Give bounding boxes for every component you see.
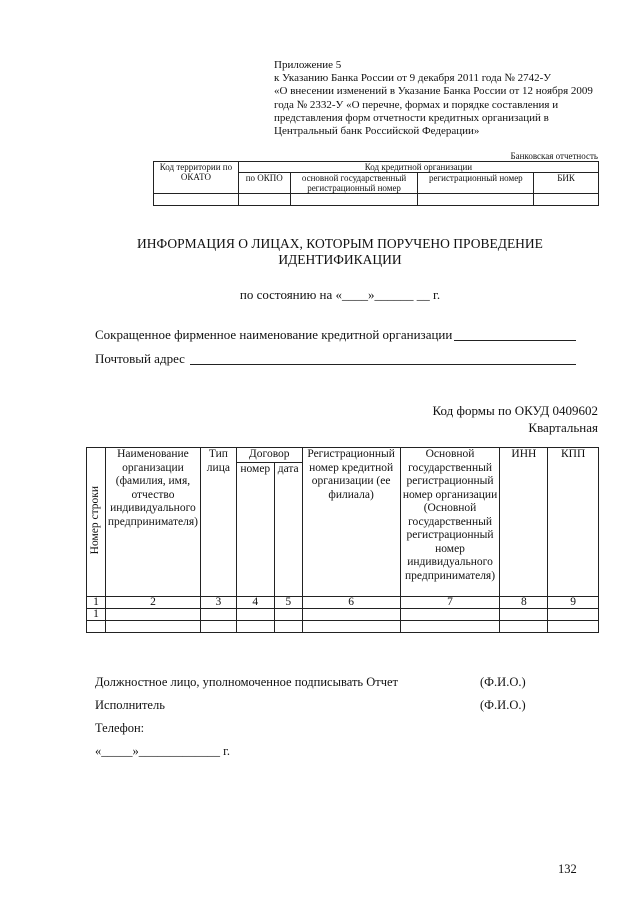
table-row xyxy=(87,609,599,621)
codes-table xyxy=(153,161,599,206)
table-cell[interactable] xyxy=(548,609,599,621)
table-cell[interactable] xyxy=(500,609,548,621)
okud-block xyxy=(433,402,598,436)
table-cell[interactable] xyxy=(302,621,400,633)
kpp-header: КПП xyxy=(548,448,599,597)
table-cell[interactable] xyxy=(87,621,106,633)
table-cell[interactable] xyxy=(400,609,500,621)
table-cell[interactable] xyxy=(105,621,200,633)
executor-fio: (Ф.И.О.) xyxy=(480,698,526,712)
appendix-line: представления форм отчетности кредитных организаций в xyxy=(274,111,549,124)
bik-cell[interactable] xyxy=(534,194,599,206)
appendix-line: Центральный банк Российской Федерации» xyxy=(274,125,480,138)
table-cell[interactable] xyxy=(105,609,200,621)
executor-label: Исполнитель xyxy=(95,698,165,712)
contract-date-header: дата xyxy=(274,463,302,597)
appendix-header xyxy=(274,59,614,138)
signature-date: «_____»_____________ г. xyxy=(95,744,230,758)
as-of-date: по состоянию на «____»______ __ г. xyxy=(239,287,441,302)
page-number: 132 xyxy=(558,862,577,876)
table-cell[interactable] xyxy=(236,609,274,621)
table-cell[interactable] xyxy=(548,621,599,633)
okpo-cell[interactable] xyxy=(238,194,290,206)
reg-num-header: Регистрационный номер кредитной организации (ее филиала) xyxy=(302,448,400,597)
col-number: 6 xyxy=(302,597,400,609)
appendix-line: Приложение 5 xyxy=(274,59,342,71)
short-name-label: Сокращенное фирменное наименование кредитной организации xyxy=(95,327,453,342)
okud-code: Код формы по ОКУД 0409602 xyxy=(432,403,598,418)
short-name-field[interactable] xyxy=(454,340,576,341)
ogrn-cell[interactable] xyxy=(290,194,418,206)
org-name-header: Наименование организации (фамилия, имя, отчество индивидуального предпринимателя) xyxy=(105,448,200,597)
table-cell[interactable] xyxy=(274,621,302,633)
appendix-line: к Указанию Банка России от 9 декабря 2011 года № 2742-У xyxy=(274,72,552,85)
official-fio: (Ф.И.О.) xyxy=(480,675,526,689)
table-cell[interactable] xyxy=(200,609,236,621)
col-number: 7 xyxy=(400,597,500,609)
territory-code-cell[interactable] xyxy=(154,194,239,206)
table-row xyxy=(87,621,599,633)
title-line: ИДЕНТИФИКАЦИИ xyxy=(278,252,402,267)
appendix-line: года № 2332-У «О перечне, формах и порядке составления и xyxy=(274,98,559,111)
col-number: 9 xyxy=(548,597,599,609)
phone-label: Телефон: xyxy=(95,721,145,735)
row-number-cell: 1 xyxy=(87,609,106,621)
territory-code-header: Код территории по ОКАТО xyxy=(154,162,239,194)
report-period: Квартальная xyxy=(528,420,598,435)
table-cell[interactable] xyxy=(274,609,302,621)
bank-reporting-label: Банковская отчетность xyxy=(510,151,598,161)
table-cell[interactable] xyxy=(500,621,548,633)
col-number: 8 xyxy=(500,597,548,609)
table-cell[interactable] xyxy=(236,621,274,633)
col-number: 2 xyxy=(105,597,200,609)
contract-number-header: номер xyxy=(236,463,274,597)
page-title xyxy=(60,236,620,268)
title-line: ИНФОРМАЦИЯ О ЛИЦАХ, КОТОРЫМ ПОРУЧЕНО ПРОВЕДЕНИЕ xyxy=(137,236,543,251)
postal-address-label: Почтовый адрес xyxy=(95,351,185,366)
inn-header: ИНН xyxy=(500,448,548,597)
ogrn-main-header: Основной государственный регистрационный номер организации (Основной государственный регистрационный номер индивидуального предпринимателя) xyxy=(400,448,500,597)
table-cell[interactable] xyxy=(200,621,236,633)
okpo-header: по ОКПО xyxy=(238,173,290,194)
postal-address-field[interactable] xyxy=(190,364,576,365)
official-label: Должностное лицо, уполномоченное подписывать Отчет xyxy=(95,675,399,689)
type-header: Тип лица xyxy=(200,448,236,597)
credit-org-code-header: Код кредитной организации xyxy=(238,162,598,173)
col-number: 1 xyxy=(87,597,106,609)
ogrn-header: основной государственный регистрационный номер xyxy=(290,173,418,194)
appendix-line: «О внесении изменений в Указание Банка России от 12 ноября 2009 xyxy=(274,85,593,98)
main-table xyxy=(86,447,599,633)
table-cell[interactable] xyxy=(302,609,400,621)
reg-number-cell[interactable] xyxy=(418,194,534,206)
col-number: 5 xyxy=(274,597,302,609)
reg-number-header: регистрационный номер xyxy=(418,173,534,194)
table-cell[interactable] xyxy=(400,621,500,633)
row-number-header xyxy=(87,448,106,597)
col-number: 3 xyxy=(200,597,236,609)
col-number: 4 xyxy=(236,597,274,609)
contract-header: Договор xyxy=(236,448,302,463)
bik-header: БИК xyxy=(534,173,599,194)
row-number-label: Номер строки xyxy=(89,485,102,554)
